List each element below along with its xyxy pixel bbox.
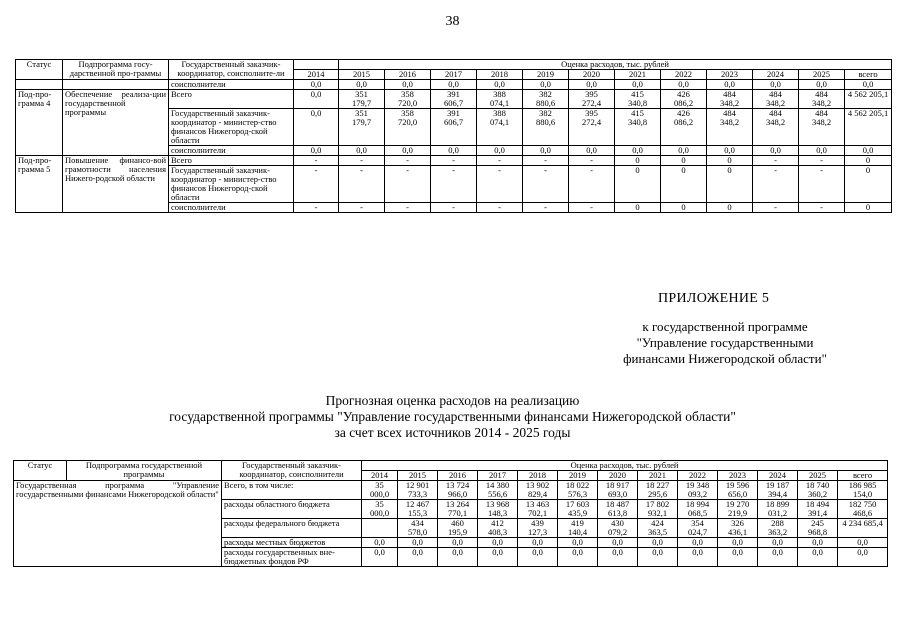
table-cell: 0,0: [615, 146, 661, 156]
table-cell: 0,0: [798, 548, 838, 567]
table-cell: 0,0: [477, 80, 523, 90]
table-cell: [707, 109, 753, 146]
value-part: 272,4: [581, 98, 602, 108]
column-header-year: 2024: [758, 471, 798, 481]
value-part: 348,2: [719, 98, 740, 108]
table-cell: -: [569, 166, 615, 203]
table-cell: 12 901 733,3: [398, 481, 438, 500]
column-header-year: всего: [845, 70, 892, 80]
table-cell: 0,0: [339, 146, 385, 156]
value-part: 382: [539, 108, 552, 118]
table-cell: 0,0: [678, 548, 718, 567]
table-cell: 4 562 205,1: [845, 90, 892, 109]
column-header-year: всего: [838, 471, 888, 481]
column-header-year: 2016: [438, 471, 478, 481]
table-cell: [798, 519, 838, 538]
table-cell: 0,0: [438, 538, 478, 548]
value-part: 363,2: [767, 527, 788, 537]
value-part: 484: [815, 89, 828, 99]
table-row: [16, 80, 892, 90]
table-cell: [477, 90, 523, 109]
table-cell: 18 994 068,5: [678, 500, 718, 519]
value-part: 179,7: [351, 98, 372, 108]
table-row: [16, 60, 892, 70]
table-cell: 0,0: [294, 80, 339, 90]
document-title-line: за счет всех источников 2014 - 2025 годы: [334, 425, 571, 440]
value-part: 179,7: [351, 117, 372, 127]
table-cell: 0,0: [845, 80, 892, 90]
value-part: 348,2: [811, 98, 832, 108]
row-label: расходы областного бюджета: [222, 500, 362, 519]
column-header-subprogram: Подпрограмма госу-дарственной про-граммы: [63, 60, 169, 80]
column-header-year: 2021: [615, 70, 661, 80]
table-cell: 18 022 576,3: [558, 481, 598, 500]
value-part: 288: [771, 518, 784, 528]
column-header-year: 2016: [385, 70, 431, 80]
table-cell: -: [569, 156, 615, 166]
table-cell: 0,0: [753, 80, 799, 90]
appendix-title: ПРИЛОЖЕНИЕ 5: [658, 291, 770, 306]
table-cell: 0,0: [558, 538, 598, 548]
table-cell: -: [799, 156, 845, 166]
table-cell: [753, 90, 799, 109]
table-cell: -: [753, 156, 799, 166]
column-header-customer: Государственный заказчик-координатор, соисполнители: [222, 461, 362, 481]
value-part: 720,0: [397, 117, 418, 127]
table-cell: [569, 109, 615, 146]
table-cell: 0,0: [661, 146, 707, 156]
value-part: 436,1: [727, 527, 748, 537]
table-cell: [569, 90, 615, 109]
table-cell: 0: [661, 156, 707, 166]
table-cell: [718, 519, 758, 538]
value-part: 415: [631, 89, 644, 99]
value-part: 127,3: [527, 527, 548, 537]
column-header-year: 2014: [362, 471, 398, 481]
value-part: 720,0: [397, 98, 418, 108]
value-part: 578,0: [407, 527, 428, 537]
table-cell: [518, 519, 558, 538]
table-cell: [558, 519, 598, 538]
subprogram-4-status: Под-про-грамма 4: [16, 90, 63, 156]
table-cell: -: [431, 203, 477, 213]
value-part: 484: [769, 108, 782, 118]
table-cell: 0,0: [431, 80, 477, 90]
subprogram-4-name: Обеспечение реализа-ции государственной программы: [63, 90, 169, 156]
value-part: 351: [355, 108, 368, 118]
table-cell: 0,0: [518, 548, 558, 567]
table-cell: 186 985 154,0: [838, 481, 888, 500]
value-part: 35: [375, 480, 384, 490]
table-cell: [431, 109, 477, 146]
table-cell: -: [339, 166, 385, 203]
table-cell: [799, 90, 845, 109]
value-part: 363,5: [647, 527, 668, 537]
value-part: 439: [531, 518, 544, 528]
table-cell: [707, 90, 753, 109]
table-cell: 0,0: [615, 80, 661, 90]
value-part: 074,1: [489, 117, 510, 127]
value-part: 348,2: [811, 117, 832, 127]
table-cell: 0,0: [558, 548, 598, 567]
table-cell: -: [523, 166, 569, 203]
page-number: 38: [445, 14, 460, 29]
table-cell: [638, 519, 678, 538]
value-part: 195,9: [447, 527, 468, 537]
table-cell: 0,0: [339, 80, 385, 90]
table-cell: 0,0: [477, 146, 523, 156]
column-header-year: 2018: [518, 471, 558, 481]
table-cell: 0,0: [638, 548, 678, 567]
table-cell: [478, 519, 518, 538]
value-part: 358: [401, 89, 414, 99]
table-cell: [678, 519, 718, 538]
row-label: расходы государственных вне-бюджетных фондов РФ: [222, 548, 362, 567]
table-cell: 0: [707, 156, 753, 166]
table-cell: 0: [845, 203, 892, 213]
table-cell: -: [339, 156, 385, 166]
table-cell: -: [523, 156, 569, 166]
table-cell: 0,0: [678, 538, 718, 548]
table-cell: 0,0: [758, 538, 798, 548]
subprogram-5-name: Повышение финансо-вой грамотности населения Нижего-родской области: [63, 156, 169, 213]
table-cell: -: [799, 166, 845, 203]
table-cell: [799, 109, 845, 146]
table-cell: 19 596 656,0: [718, 481, 758, 500]
table-cell: 0,0: [523, 146, 569, 156]
table-cell: 0,0: [799, 80, 845, 90]
table-cell: -: [799, 203, 845, 213]
appendix-line: финансами Нижегородской области": [623, 351, 827, 366]
cell-empty: [16, 80, 63, 90]
table-cell: 19 348 093,2: [678, 481, 718, 500]
column-header-status: Статус: [16, 60, 63, 80]
table-cell: 13 264 770,1: [438, 500, 478, 519]
appendix-line: "Управление государственными: [636, 335, 814, 350]
value-part: 395: [585, 108, 598, 118]
column-header-expense: Оценка расходов, тыс. рублей: [339, 60, 892, 70]
column-header-year: 2022: [661, 70, 707, 80]
table-cell: -: [753, 203, 799, 213]
table-cell: 0,0: [758, 548, 798, 567]
row-label: расходы местных бюджетов: [222, 538, 362, 548]
value-part: 272,4: [581, 117, 602, 127]
table-cell: [339, 90, 385, 109]
table-cell: 0,0: [431, 146, 477, 156]
table-cell: 0,0: [661, 80, 707, 90]
value-part: 419: [571, 518, 584, 528]
document-title-line: Прогнозная оценка расходов на реализацию: [325, 393, 580, 408]
table-cell: 0: [615, 203, 661, 213]
column-header-year: 2017: [478, 471, 518, 481]
table-cell: 0,0: [569, 80, 615, 90]
table-cell: 18 487 613,8: [598, 500, 638, 519]
row-label: Всего, в том числе:: [222, 481, 362, 500]
value-part: 079,2: [607, 527, 628, 537]
table-cell: -: [477, 156, 523, 166]
value-part: 086,2: [673, 117, 694, 127]
value-part: 340,8: [627, 98, 648, 108]
table-cell: 0,0: [518, 538, 558, 548]
table-cell: 0: [707, 166, 753, 203]
value-part: 426: [677, 89, 690, 99]
column-header-year: 2021: [638, 471, 678, 481]
value-part: 382: [539, 89, 552, 99]
table-cell: 0: [661, 166, 707, 203]
table-cell: 18 740 360,2: [798, 481, 838, 500]
value-part: 245: [811, 518, 824, 528]
value-part: 395: [585, 89, 598, 99]
value-part: 348,2: [765, 98, 786, 108]
column-header-year: 2018: [477, 70, 523, 80]
row-label: соисполнители: [169, 203, 294, 213]
value-part: 074,1: [489, 98, 510, 108]
value-part: 35: [375, 499, 384, 509]
table-cell: 0,0: [638, 538, 678, 548]
column-header-year: 2024: [753, 70, 799, 80]
table-cell: [753, 109, 799, 146]
row-label: Всего: [169, 90, 294, 109]
value-part: 460: [451, 518, 464, 528]
expense-table-sources: [13, 460, 888, 567]
table-cell: 0,0: [385, 146, 431, 156]
cell-empty: [63, 80, 169, 90]
column-header-year: 2019: [558, 471, 598, 481]
value-part: 358: [401, 108, 414, 118]
table-cell: 17 603 435,9: [558, 500, 598, 519]
table-cell: [523, 109, 569, 146]
table-cell: 0,0: [753, 146, 799, 156]
table-row: [14, 481, 888, 500]
value-part: 340,8: [627, 117, 648, 127]
value-part: 606,7: [443, 98, 464, 108]
table-cell: [385, 109, 431, 146]
column-header-year: 2020: [598, 471, 638, 481]
table-cell: -: [569, 203, 615, 213]
table-cell: [615, 109, 661, 146]
column-header-year: 2023: [707, 70, 753, 80]
table-cell: -: [431, 156, 477, 166]
value-part: 086,2: [673, 98, 694, 108]
column-header-year: 2014: [294, 70, 339, 80]
table-cell: 182 750 468,6: [838, 500, 888, 519]
column-header-year: 2019: [523, 70, 569, 80]
table-cell: -: [753, 166, 799, 203]
table-cell: 0,0: [478, 548, 518, 567]
table-cell: 0,0: [478, 538, 518, 548]
value-part: 000,0: [369, 489, 390, 499]
value-part: 606,7: [443, 117, 464, 127]
table-cell: [385, 90, 431, 109]
table-cell: 13 724 966,0: [438, 481, 478, 500]
table-cell: 0: [845, 166, 892, 203]
table-cell: -: [477, 166, 523, 203]
table-cell: -: [431, 166, 477, 203]
table-cell: [339, 109, 385, 146]
value-part: 388: [493, 108, 506, 118]
value-part: 354: [691, 518, 704, 528]
column-header-year: 2020: [569, 70, 615, 80]
table-cell: [438, 519, 478, 538]
value-part: 434: [411, 518, 424, 528]
table-row: [16, 90, 892, 109]
table-cell: 4 562 205,1: [845, 109, 892, 146]
column-header-year: 2015: [398, 471, 438, 481]
table-cell: 19 187 394,4: [758, 481, 798, 500]
table-cell: 0,0: [598, 548, 638, 567]
table-cell: 0: [661, 203, 707, 213]
value-part: 426: [677, 108, 690, 118]
row-label: соисполнители: [169, 146, 294, 156]
row-label: Государственный заказчик-координатор - министер-ство финансов Нижегород-ской области: [169, 166, 294, 203]
table-cell: 0,0: [362, 538, 398, 548]
table-cell: 0,0: [838, 548, 888, 567]
table-cell: 0,0: [799, 146, 845, 156]
value-part: 880,6: [535, 98, 556, 108]
program-name: Государственная программа "Управление государственными финансами Нижегородской области": [14, 481, 222, 567]
column-header-empty: [294, 60, 339, 70]
column-header-expense: Оценка расходов, тыс. рублей: [362, 461, 888, 471]
subprogram-5-status: Под-про-грамма 5: [16, 156, 63, 213]
value-part: 000,0: [369, 508, 390, 518]
table-cell: 12 467 155,3: [398, 500, 438, 519]
value-part: 348,2: [719, 117, 740, 127]
column-header-year: 2017: [431, 70, 477, 80]
value-part: 351: [355, 89, 368, 99]
table-cell: 13 968 148,3: [478, 500, 518, 519]
value-part: 880,6: [535, 117, 556, 127]
table-cell: [362, 500, 398, 519]
table-cell: -: [294, 156, 339, 166]
value-part: 326: [731, 518, 744, 528]
value-part: 024,7: [687, 527, 708, 537]
value-part: 424: [651, 518, 664, 528]
table-cell: -: [523, 203, 569, 213]
table-cell: [615, 90, 661, 109]
value-part: 140,4: [567, 527, 588, 537]
value-part: 408,3: [487, 527, 508, 537]
table-row: [14, 461, 888, 471]
value-part: 484: [723, 89, 736, 99]
table-cell: 19 270 219,9: [718, 500, 758, 519]
column-header-year: 2025: [799, 70, 845, 80]
value-part: 348,2: [765, 117, 786, 127]
table-cell: -: [339, 203, 385, 213]
table-cell: 0,0: [798, 538, 838, 548]
table-cell: 17 802 932,1: [638, 500, 678, 519]
table-cell: [362, 481, 398, 500]
document-title-line: государственной программы "Управление государственными финансами Нижегородской области": [169, 409, 736, 424]
column-header-year: 2025: [798, 471, 838, 481]
value-part: 968,8: [807, 527, 828, 537]
value-part: 484: [815, 108, 828, 118]
value-part: 430: [611, 518, 624, 528]
value-part: 412: [491, 518, 504, 528]
table-cell: 0,0: [523, 80, 569, 90]
table-cell: [523, 90, 569, 109]
table-cell: 0,0: [569, 146, 615, 156]
row-label: соисполнители: [169, 80, 294, 90]
table-cell: 18 899 031,2: [758, 500, 798, 519]
table-cell: 18 494 391,4: [798, 500, 838, 519]
table-cell: [661, 109, 707, 146]
value-part: 484: [723, 108, 736, 118]
table-cell: 13 902 829,4: [518, 481, 558, 500]
table-cell: 0,0: [718, 538, 758, 548]
table-cell: -: [385, 156, 431, 166]
table-cell: [477, 109, 523, 146]
table-cell: 0: [707, 203, 753, 213]
value-part: 484: [769, 89, 782, 99]
table-cell: 0,0: [438, 548, 478, 567]
table-cell: 0,0: [294, 90, 339, 109]
table-cell: 0,0: [707, 146, 753, 156]
expense-table-subprograms: [15, 59, 892, 213]
table-cell: 0,0: [398, 538, 438, 548]
row-label: расходы федерального бюджета: [222, 519, 362, 538]
table-cell: 0,0: [838, 538, 888, 548]
appendix-line: к государственной программе: [642, 319, 808, 334]
appendix-subtitle: [580, 319, 870, 367]
row-label: Всего: [169, 156, 294, 166]
table-cell: 18 917 693,0: [598, 481, 638, 500]
table-cell: 0,0: [707, 80, 753, 90]
table-cell: [431, 90, 477, 109]
table-cell: 4 234 685,4: [838, 519, 888, 538]
table-cell: 0: [615, 156, 661, 166]
table-cell: 0,0: [718, 548, 758, 567]
table-cell: 0: [615, 166, 661, 203]
table-cell: [362, 519, 398, 538]
value-part: 388: [493, 89, 506, 99]
column-header-status: Статус: [14, 461, 67, 481]
column-header-year: 2015: [339, 70, 385, 80]
table-cell: [398, 519, 438, 538]
value-part: 391: [447, 108, 460, 118]
document-title: [0, 393, 905, 441]
table-cell: -: [385, 203, 431, 213]
table-row: [16, 156, 892, 166]
table-cell: -: [385, 166, 431, 203]
table-cell: 14 380 556,6: [478, 481, 518, 500]
row-label: Государственный заказчик-координатор - министер-ство финансов Нижегород-ской области: [169, 109, 294, 146]
table-cell: 13 463 702,1: [518, 500, 558, 519]
table-cell: 0,0: [294, 109, 339, 146]
table-cell: -: [477, 203, 523, 213]
table-cell: 0,0: [398, 548, 438, 567]
table-cell: [758, 519, 798, 538]
table-cell: 0,0: [598, 538, 638, 548]
column-header-year: 2023: [718, 471, 758, 481]
table-cell: [661, 90, 707, 109]
table-cell: -: [294, 166, 339, 203]
table-cell: 0,0: [845, 146, 892, 156]
table-cell: [598, 519, 638, 538]
table-cell: 0: [845, 156, 892, 166]
table-cell: 18 227 295,6: [638, 481, 678, 500]
column-header-year: 2022: [678, 471, 718, 481]
table-cell: 0,0: [362, 548, 398, 567]
column-header-subprogram: Подпрограмма государственной программы: [67, 461, 222, 481]
column-header-customer: Государственный заказчик-координатор, соисполните-ли: [169, 60, 294, 80]
table-cell: 0,0: [385, 80, 431, 90]
table-cell: -: [294, 203, 339, 213]
table-cell: 0,0: [294, 146, 339, 156]
value-part: 415: [631, 108, 644, 118]
value-part: 391: [447, 89, 460, 99]
